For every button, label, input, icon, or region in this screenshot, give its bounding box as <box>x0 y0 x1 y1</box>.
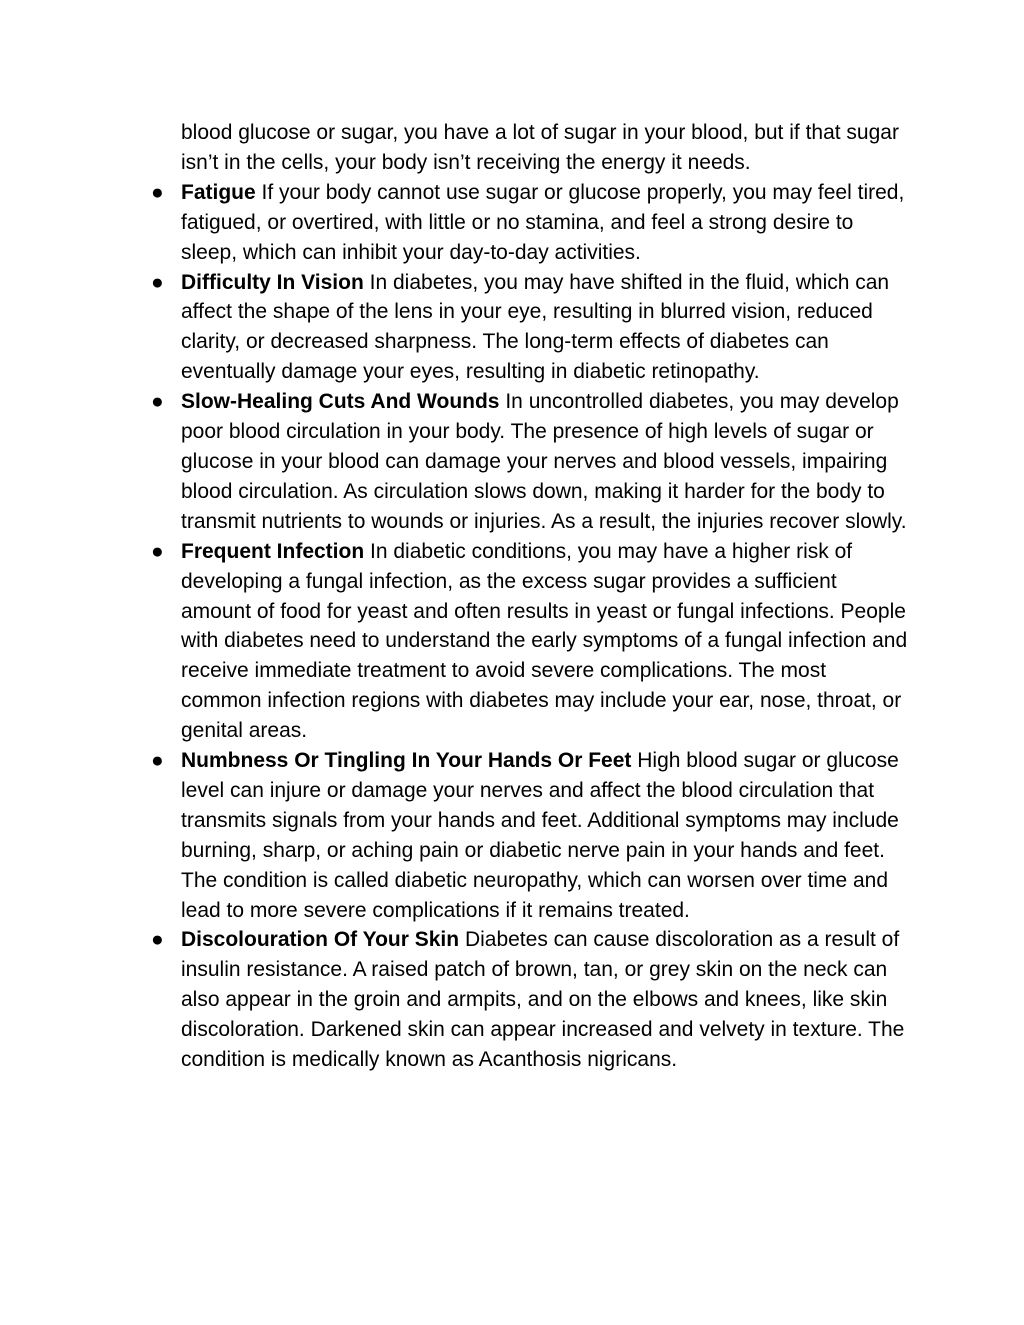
bullet-icon: ● <box>151 749 164 773</box>
symptom-description: Diabetes can cause discoloration as a result of insulin resistance. A raised patch of brown, tan, or grey skin on the neck can also appear in the groin and armpits, and on the elbows and knees, like skin discoloration. Darkened skin can appear increased and velvety in texture. The condition is medically known as Acanthosis nigricans. <box>181 928 905 1072</box>
bullet-icon: ● <box>151 539 164 563</box>
symptom-term: Difficulty In Vision <box>181 270 364 294</box>
symptom-item-numbness-tingling <box>151 746 911 925</box>
bullet-icon: ● <box>151 270 164 294</box>
symptom-item-slow-healing-cuts <box>151 387 911 537</box>
bullet-icon: ● <box>151 390 164 414</box>
symptom-term: Slow-Healing Cuts And Wounds <box>181 390 500 414</box>
document-body <box>151 118 911 1075</box>
symptom-item-fatigue <box>151 178 911 268</box>
symptom-term: Discolouration Of Your Skin <box>181 928 460 952</box>
symptom-term: Frequent Infection <box>181 539 365 563</box>
bullet-icon: ● <box>151 180 164 204</box>
bullet-icon: ● <box>151 928 164 952</box>
symptom-description: In diabetic conditions, you may have a higher risk of developing a fungal infection, as the excess sugar provides a sufficient amount of food for yeast and often results in yeast or fungal infections. People with diabetes need to understand the early symptoms of a fungal infection and receive immediate treatment to avoid severe complications. The most common infection regions with diabetes may include your ear, nose, throat, or genital areas. <box>181 539 908 743</box>
symptom-term: Fatigue <box>181 180 256 204</box>
symptom-description: If your body cannot use sugar or glucose properly, you may feel tired, fatigued, or overtired, with little or no stamina, and feel a strong desire to sleep, which can inhibit your day-to-day activities. <box>181 180 905 264</box>
symptom-list <box>151 178 911 1075</box>
symptom-description: In uncontrolled diabetes, you may develop poor blood circulation in your body. The presence of high levels of sugar or glucose in your blood can damage your nerves and blood vessels, impairing blood circulation. As circulation slows down, making it harder for the body to transmit nutrients to wounds or injuries. As a result, the injuries recover slowly. <box>181 390 907 533</box>
symptom-description: High blood sugar or glucose level can injure or damage your nerves and affect the blood circulation that transmits signals from your hands and feet. Additional symptoms may include burning, sharp, or aching pain or diabetic nerve pain in your hands and feet. The condition is called diabetic neuropathy, which can worsen over time and lead to more severe complications if it remains treated. <box>181 749 899 922</box>
symptom-term: Numbness Or Tingling In Your Hands Or Feet <box>181 749 632 773</box>
intro-continuation-paragraph: blood glucose or sugar, you have a lot of sugar in your blood, but if that sugar isn’t in the cells, your body isn’t receiving the energy it needs. <box>181 121 899 174</box>
symptom-description: In diabetes, you may have shifted in the fluid, which can affect the shape of the lens in your eye, resulting in blurred vision, reduced clarity, or decreased sharpness. The long-term effects of diabetes can eventually damage your eyes, resulting in diabetic retinopathy. <box>181 270 890 384</box>
symptom-item-difficulty-in-vision <box>151 268 911 388</box>
symptom-item-frequent-infection <box>151 537 911 746</box>
symptom-item-skin-discolouration <box>151 925 911 1075</box>
